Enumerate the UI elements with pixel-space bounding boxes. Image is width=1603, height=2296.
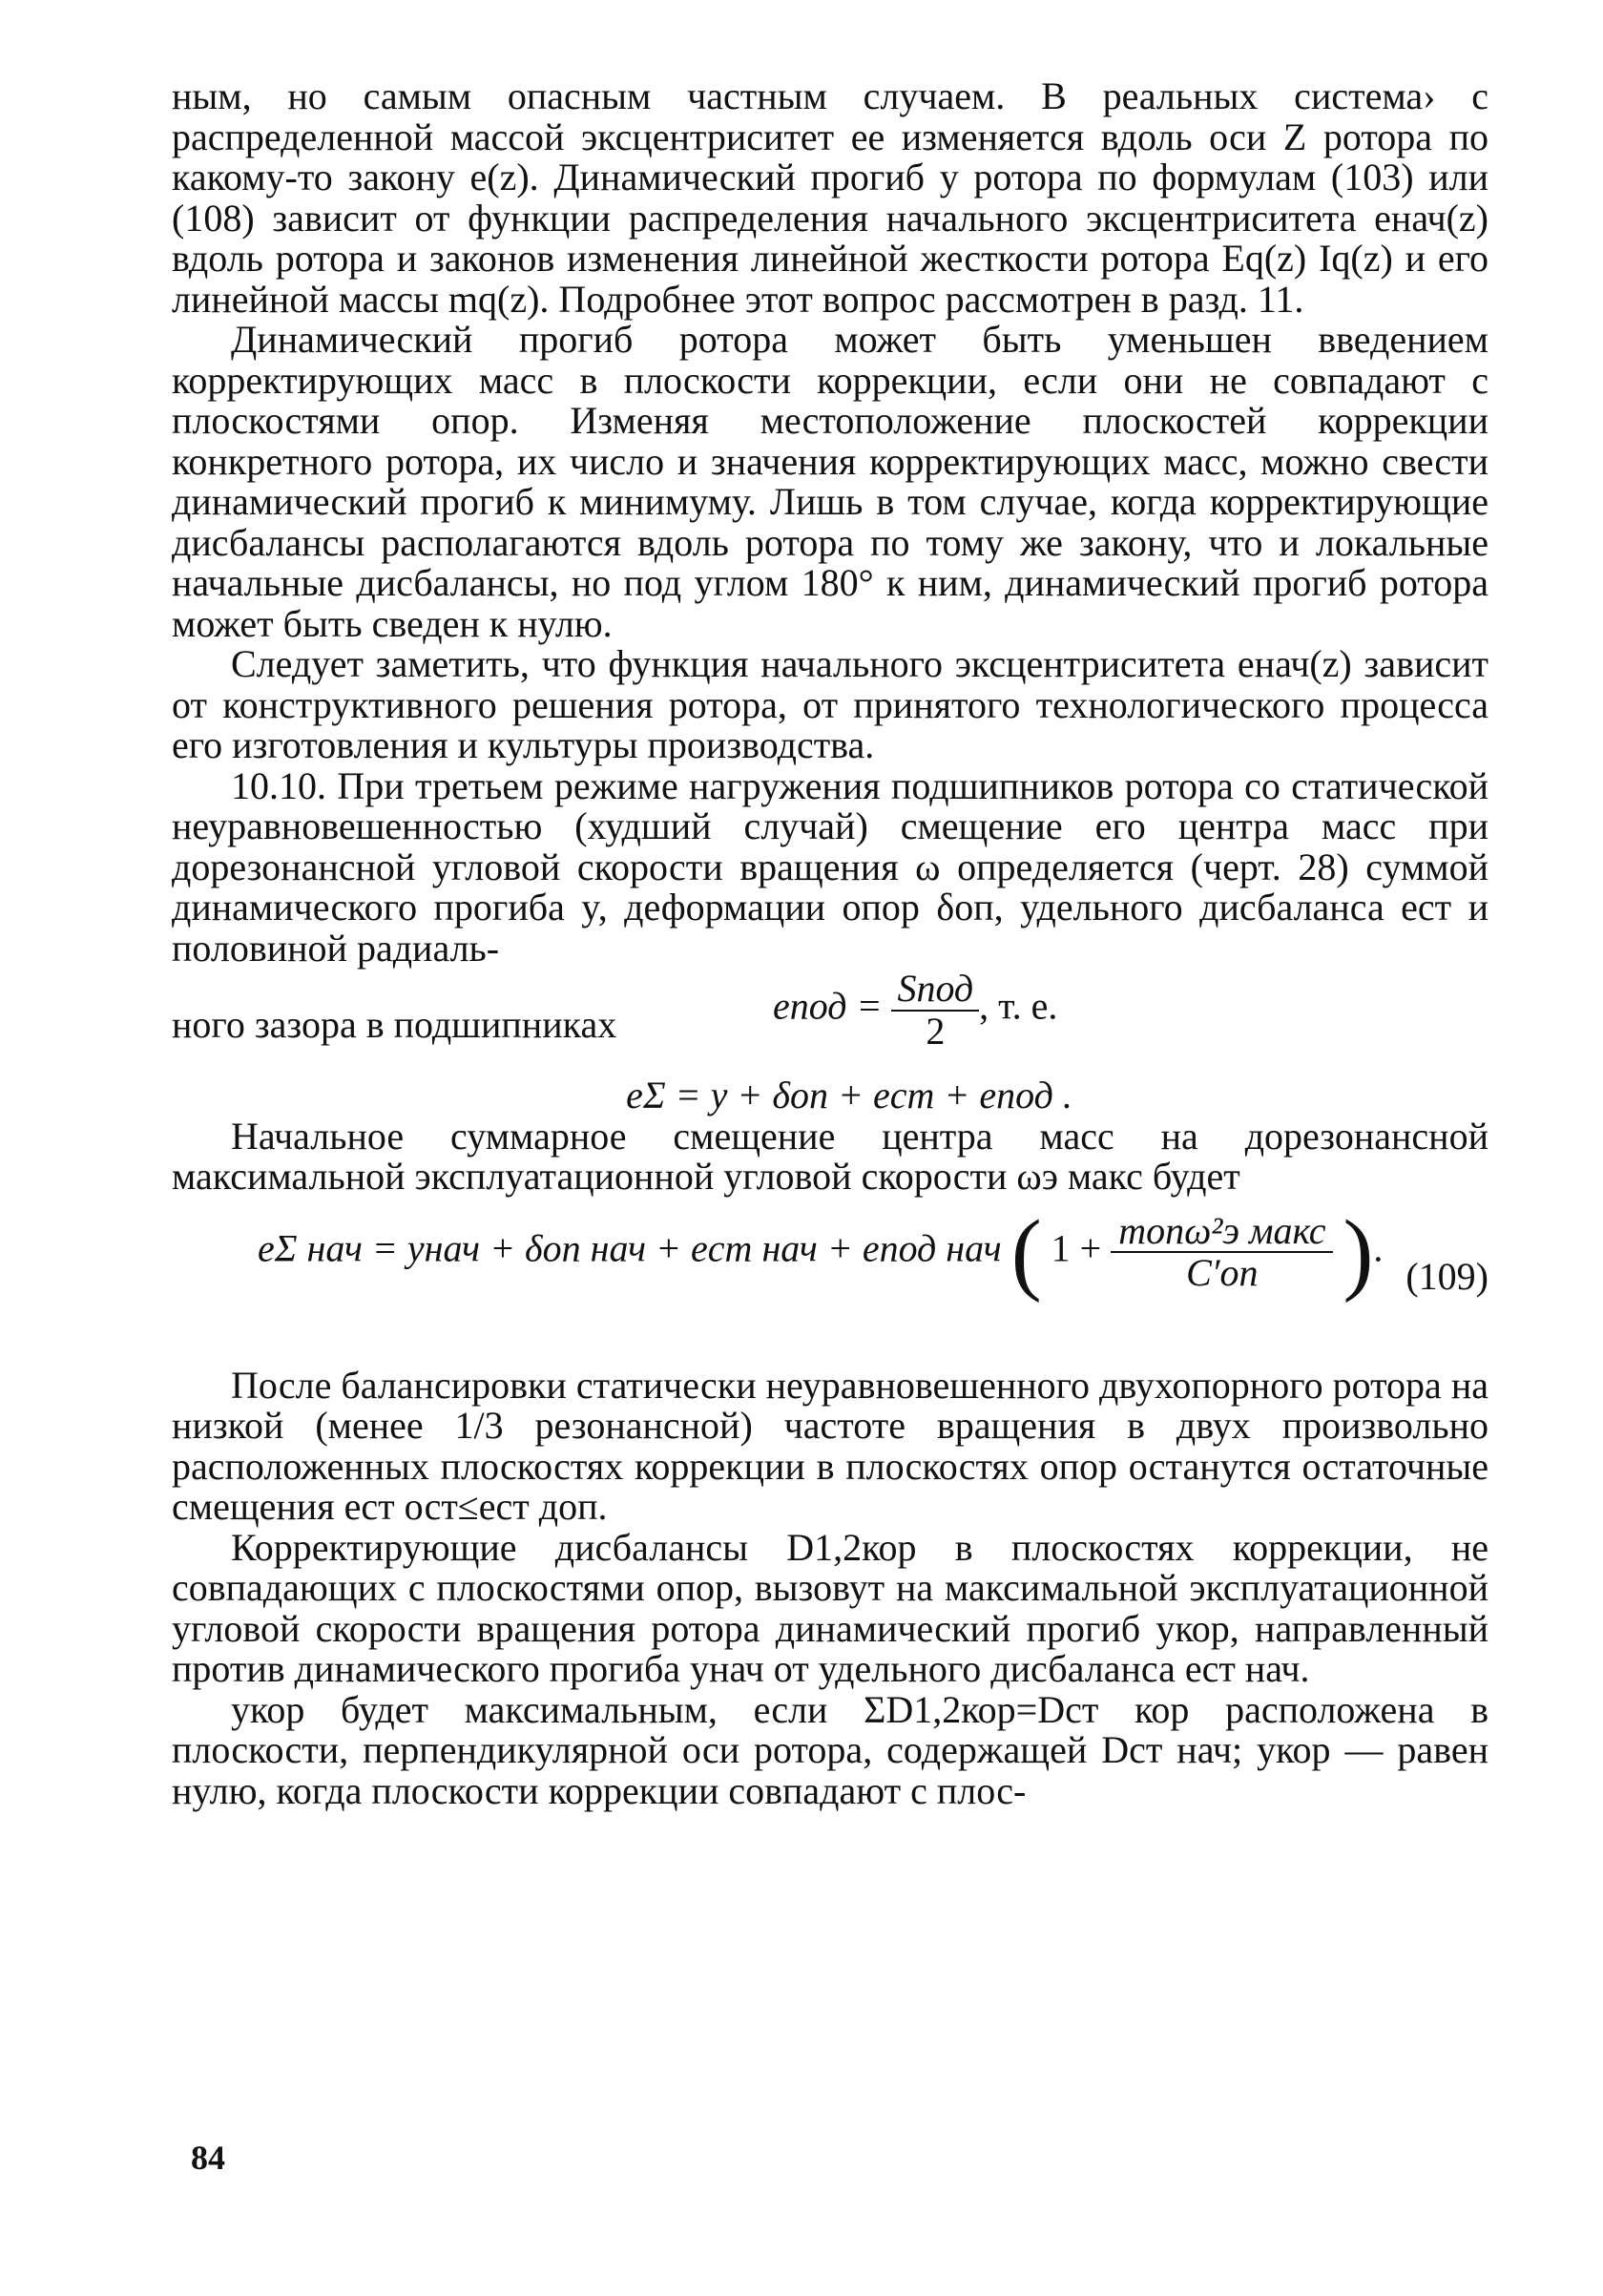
paragraph-6: После балансировки статически неуравновешенного двухопорного ротора на низкой (менее 1/3 резонансной) частоте вращения в двух произвольно расположенных плоскостях коррекции в плоскостях опор останутся остаточные смещения eст ост≤eст доп. bbox=[172, 1363, 1488, 1528]
formula-109-number: (109) bbox=[1405, 1254, 1488, 1298]
formula-109-fraction bbox=[1111, 1208, 1333, 1294]
paragraph-8: yкор будет максимальным, если ΣD1,2кор=Dст кор расположена в плоскости, перпендикулярной оси ротора, содержащей Dст нач; yкор — равен нулю, когда плоскости коррекции совпадают с плос- bbox=[172, 1687, 1488, 1812]
formula-epod-tail: , т. е. bbox=[979, 984, 1058, 1028]
formula-epod-denominator: 2 bbox=[926, 1009, 946, 1053]
formula-109-lhs: eΣ нач = yнач + δоп нач + eст нач + eпод нач bbox=[258, 1226, 1002, 1270]
formula-109-tail: . bbox=[1373, 1226, 1384, 1270]
formula-109-paren-close: ) bbox=[1343, 1200, 1374, 1303]
paragraph-4-tail: ного зазора в подшипниках bbox=[172, 1003, 617, 1046]
formula-esum bbox=[172, 1075, 1488, 1117]
formula-epod bbox=[773, 969, 1057, 1052]
formula-109-numerator: mопω²э макс bbox=[1111, 1211, 1333, 1254]
formula-109 bbox=[172, 1200, 1488, 1354]
formula-epod-line bbox=[172, 969, 1488, 1075]
formula-epod-lhs: eпод = bbox=[773, 984, 883, 1028]
page-body bbox=[172, 76, 1488, 1811]
paragraph-3: Следует заметить, что функция начального эксцентриситета eнач(z) зависит от конструктивного решения ротора, от принятого технологического процесса его изготовления и культуры производства. bbox=[172, 642, 1488, 766]
paragraph-7: Корректирующие дисбалансы D1,2кор в плоскостях коррекции, не совпадающих с плоскостями опор, вызовут на максимальной эксплуатационной угловой скорости вращения ротора динамический прогиб yкор, направленный против динамического прогиба yнач от удельного дисбаланса eст нач. bbox=[172, 1525, 1488, 1690]
formula-esum-text: eΣ = y + δоп + eст + eпод . bbox=[626, 1074, 1072, 1117]
page-number: 84 bbox=[191, 2139, 225, 2177]
paragraph-2: Динамический прогиб ротора может быть уменьшен введением корректирующих масс в плоскости коррекции, если они не совпадают с плоскостями опор. Изменяя местоположение плоскостей коррекции конкретного ротора, их число и значения корректирующих масс, можно свести динамический прогиб к минимуму. Лишь в том случае, когда корректирующие дисбалансы располагаются вдоль ротора по тому же закону, что и локальные начальные дисбалансы, но под углом 180° к ним, динамический прогиб ротора может быть сведен к нулю. bbox=[172, 318, 1488, 645]
formula-epod-numerator: Sпод bbox=[891, 969, 979, 1012]
paragraph-4: 10.10. При третьем режиме нагружения подшипников ротора со статической неуравновешенностью (худший случай) смещение его центра масс при дорезонансной угловой скорости вращения ω определяется (черт. 28) суммой динамического прогиба y, деформации опор δоп, удельного дисбаланса eст и половиной радиаль- bbox=[172, 763, 1488, 970]
formula-109-one: 1 + bbox=[1051, 1226, 1102, 1270]
paragraph-1: ным, но самым опасным частным случаем. В реальных система› с распределенной массой эксцентриситет ее изменяется вдоль оси Z ротора по какому-то закону e(z). Динамический прогиб y ротора по формулам (103) или (108) зависит от функции распределения начального эксцентриситета eнач(z) вдоль ротора и законов изменения линейной жесткости ротора Eq(z) Iq(z) и его линейной массы mq(z). Подробнее этот вопрос рассмотрен в разд. 11. bbox=[172, 74, 1488, 321]
formula-109-paren-open: ( bbox=[1010, 1200, 1042, 1303]
paragraph-5: Начальное суммарное смещение центра масс на дорезонансной максимальной эксплуатационной угловой скорости ωэ макс будет bbox=[172, 1114, 1488, 1198]
formula-epod-fraction bbox=[891, 969, 979, 1052]
formula-109-body bbox=[258, 1200, 1384, 1303]
formula-109-denominator: C′оп bbox=[1186, 1251, 1259, 1294]
